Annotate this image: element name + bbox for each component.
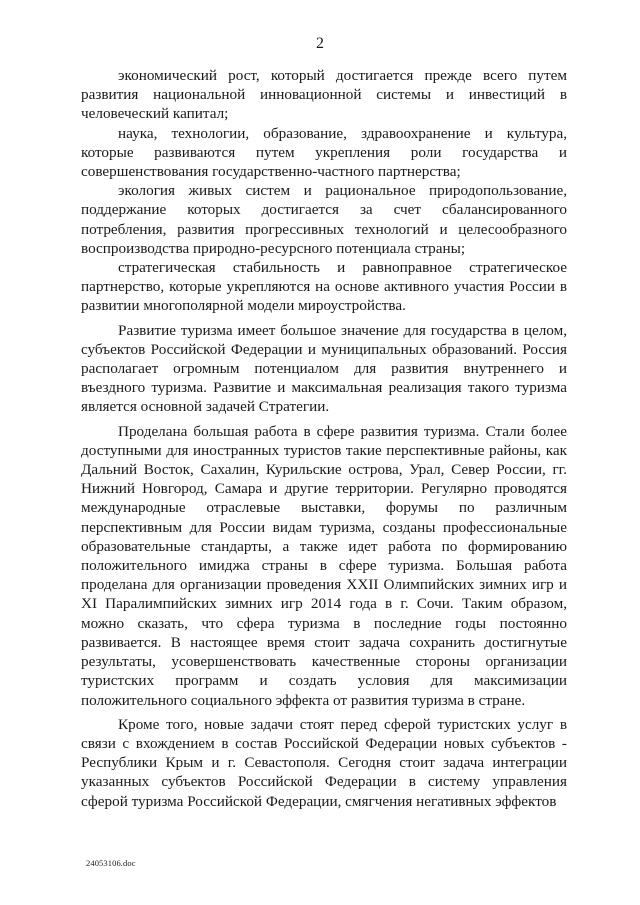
paragraph-tourism-importance: Развитие туризма имеет большое значение для государства в целом, субъектов Российской Федерации и муниципальных образований. Россия располагает огромным потенциалом для развития внутреннего и въездного туризма. Развитие и максимальная реализация такого туризма является основной задачей Стратегии. <box>81 321 567 416</box>
paragraph-new-tasks: Кроме того, новые задачи стоят перед сферой туристских услуг в связи с вхождением в состав Российской Федерации новых субъектов - Республики Крым и г. Севастополя. Сегодня стоит задача интеграции указанных субъектов Российской Федерации в систему управления сферой туризма Российской Федерации, смягчения негативных эффектов <box>81 715 567 810</box>
paragraph-science-technology: наука, технологии, образование, здравоохранение и культура, которые развиваются путем укрепления роли государства и совершенствования государственно-частного партнерства; <box>81 124 567 181</box>
paragraph-work-done: Проделана большая работа в сфере развития туризма. Стали более доступными для иностранных туристов такие перспективные районы, как Дальний Восток, Сахалин, Курильские острова, Урал, Север России, гг. Нижний Новгород, Самара и другие территории. Регулярно проводятся международные отраслевые выставки, форумы по различным перспективным для России видам туризма, созданы профессиональные образовательные стандарты, а также идет работа по формированию положительного имиджа страны в сфере туризма. Большая работа проделана для организации проведения XXII Олимпийских зимних игр и XI Паралимпийских зимних игр 2014 года в г. Сочи. Таким образом, можно сказать, что сфера туризма в последние годы постоянно развивается. В настоящее время стоит задача сохранить достигнутые результаты, усовершенствовать качественные стороны организации туристских программ и создать условия для максимизации положительного социального эффекта от развития туризма в стране. <box>81 422 567 709</box>
page-number: 2 <box>316 35 324 52</box>
paragraph-ecology: экология живых систем и рациональное природопользование, поддержание которых достигается за счет сбалансированного потребления, развития прогрессивных технологий и целесообразного воспроизводства природно-ресурсного потенциала страны; <box>81 182 567 257</box>
document-body <box>81 66 567 811</box>
footer-filename: 24053106.doc <box>86 858 136 868</box>
paragraph-strategic-stability: стратегическая стабильность и равноправное стратегическое партнерство, которые укрепляются на основе активного участия России в развитии многополярной модели мироустройства. <box>81 259 567 315</box>
paragraph-economic-growth: экономический рост, который достигается прежде всего путем развития национальной инновационной системы и инвестиций в человеческий капитал; <box>81 67 567 123</box>
